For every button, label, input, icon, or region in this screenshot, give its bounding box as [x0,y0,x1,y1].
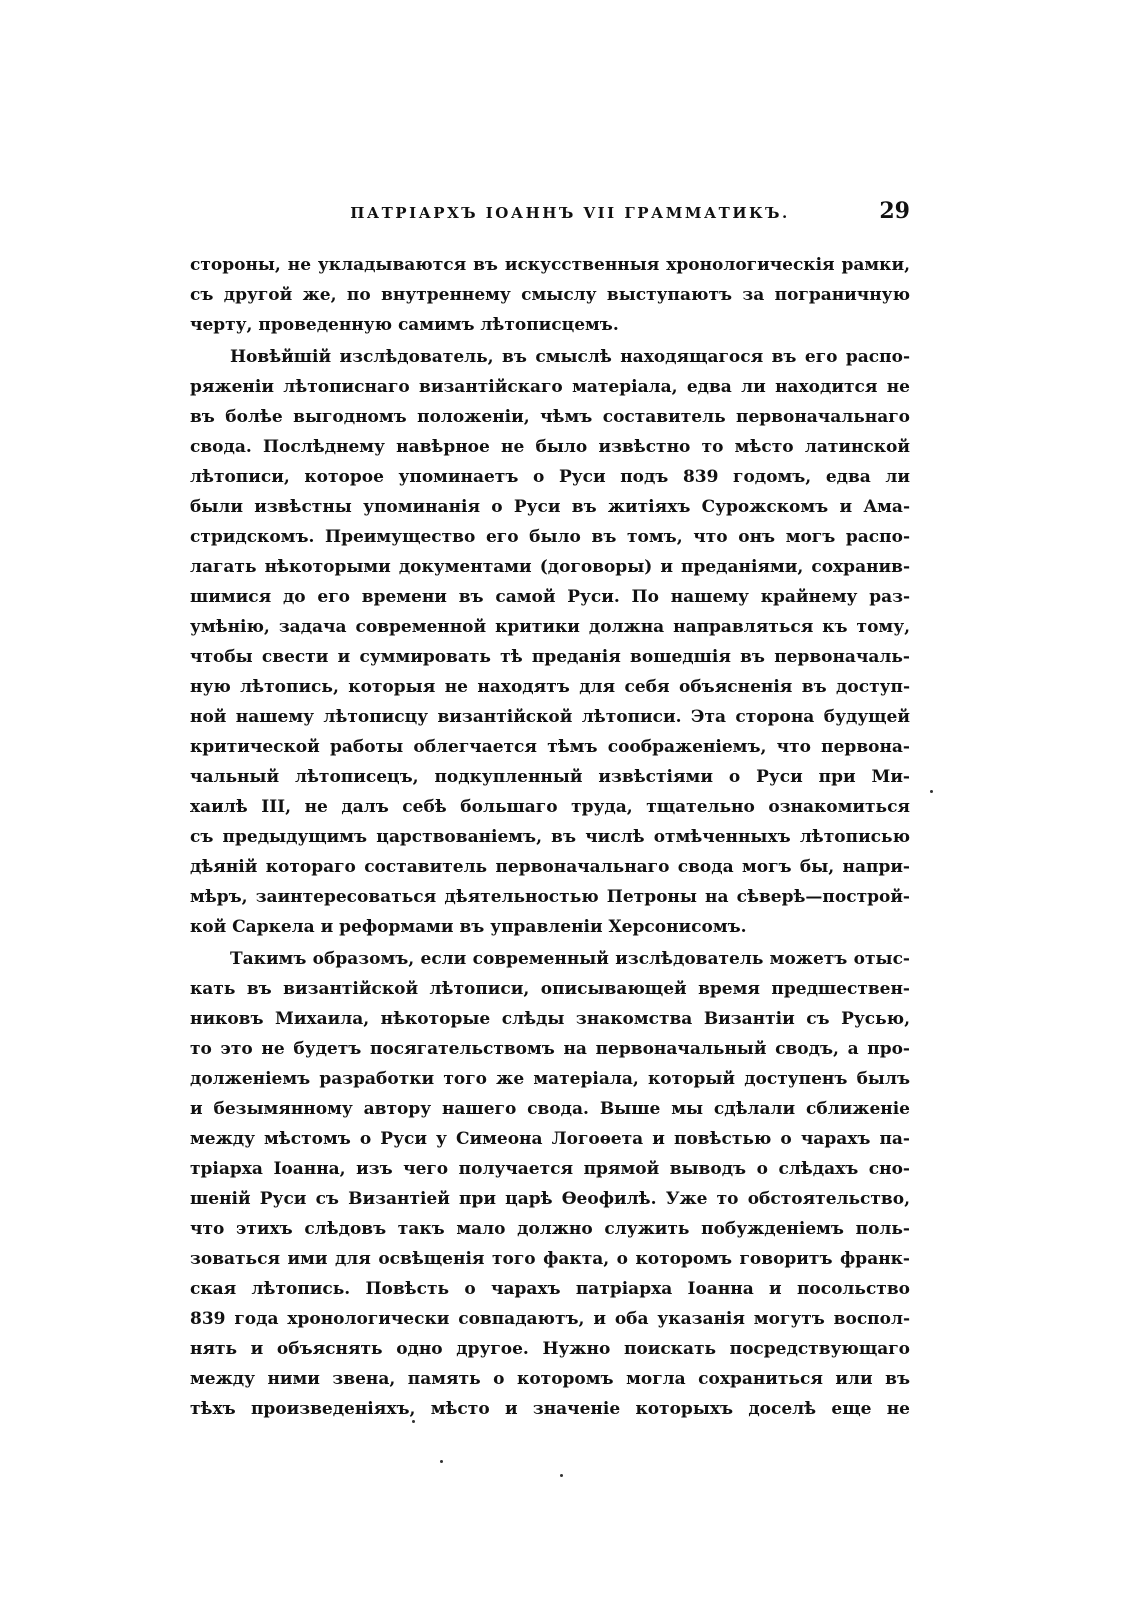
text-line: лѣтописи, которое упоминаетъ о Руси подъ 839 годомъ, едва ли [190,467,910,487]
text-line: свода. Послѣднему навѣрное не было извѣстно то мѣсто латинской [190,437,910,457]
text-line: тріарха Іоанна, изъ чего получается прямой выводъ о слѣдахъ сно- [190,1159,910,1179]
text-line: шеній Руси съ Византіей при царѣ Ѳеофилѣ. Уже то обстоятельство, [190,1189,910,1209]
text-line: ную лѣтопись, которыя не находятъ для себя объясненія въ доступ- [190,677,910,697]
text-line: никовъ Михаила, нѣкоторые слѣды знакомства Византіи съ Русью, [190,1009,910,1029]
text-line: лагать нѣкоторыми документами (договоры) и преданіями, сохранив- [190,557,910,577]
body-text [190,250,910,1424]
text-line: черту, проведенную самимъ лѣтописцемъ. [190,315,619,335]
text-line: кой Саркела и реформами въ управленіи Херсонисомъ. [190,917,747,937]
text-line: хаилѣ III, не далъ себѣ большаго труда, тщательно ознакомиться [190,797,910,817]
page-header [190,198,910,232]
paragraph-1 [190,250,910,340]
paragraph-2 [190,342,910,942]
scan-speck [440,1460,443,1463]
text-line: съ другой же, по внутреннему смыслу выступаютъ за пограничную [190,285,910,305]
text-line: съ предыдущимъ царствованіемъ, въ числѣ отмѣченныхъ лѣтописью [190,827,910,847]
text-line: стороны, не укладываются въ искусственныя хронологическія рамки, [190,255,910,275]
text-line: нять и объяснять одно другое. Нужно поискать посредствующаго [190,1339,910,1359]
text-line: ряженіи лѣтописнаго византійскаго матеріала, едва ли находится не [190,377,910,397]
text-line: что этихъ слѣдовъ такъ мало должно служить побужденіемъ поль- [190,1219,910,1239]
scan-speck [930,790,933,793]
text-line: то это не будетъ посягательствомъ на первоначальный сводъ, а про- [190,1039,910,1059]
text-line: Такимъ образомъ, если современный изслѣдователь можетъ отыс- [230,949,910,969]
text-line: ной нашему лѣтописцу византійской лѣтописи. Эта сторона будущей [190,707,910,727]
text-line: между ними звена, память о которомъ могла сохраниться или въ [190,1369,910,1389]
text-line: долженіемъ разработки того же матеріала, который доступенъ былъ [190,1069,910,1089]
text-line: дѣяній котораго составитель первоначальнаго свода могъ бы, напри- [190,857,910,877]
text-line: Новѣйшій изслѣдователь, въ смыслѣ находящагося въ его распо- [230,347,910,367]
text-line: въ болѣе выгодномъ положеніи, чѣмъ составитель первоначальнаго [190,407,910,427]
scan-speck [412,1420,415,1423]
text-line: стридскомъ. Преимущество его было въ томъ, что онъ могъ распо- [190,527,910,547]
text-line: умѣнію, задача современной критики должна направляться къ тому, [190,617,910,637]
text-line: были извѣстны упоминанія о Руси въ житіяхъ Сурожскомъ и Ама- [190,497,910,517]
scan-speck [560,1474,563,1477]
paragraph-3 [190,944,910,1424]
text-line: тѣхъ произведеніяхъ, мѣсто и значеніе которыхъ доселѣ еще не [190,1399,910,1419]
page-number: 29 [879,198,910,224]
text-line: чальный лѣтописецъ, подкупленный извѣстіями о Руси при Ми- [190,767,910,787]
text-line: кать въ византійской лѣтописи, описывающей время предшествен- [190,979,910,999]
text-line: чтобы свести и суммировать тѣ преданія вошедшія въ первоначаль- [190,647,910,667]
text-line: мѣръ, заинтересоваться дѣятельностью Петроны на сѣверѣ—построй- [190,887,910,907]
text-line: ская лѣтопись. Повѣсть о чарахъ патріарха Іоанна и посольство [190,1279,910,1299]
text-line: критической работы облегчается тѣмъ соображеніемъ, что первона- [190,737,910,757]
text-line: шимися до его времени въ самой Руси. По нашему крайнему раз- [190,587,910,607]
text-line: зоваться ими для освѣщенія того факта, о которомъ говоритъ франк- [190,1249,910,1269]
text-line: 839 года хронологически совпадаютъ, и оба указанія могутъ воспол- [190,1309,910,1329]
running-title: ПАТРІАРХЪ ІОАННЪ VII ГРАММАТИКЪ. [350,204,790,222]
text-line: и безымянному автору нашего свода. Выше мы сдѣлали сближеніе [190,1099,910,1119]
text-line: между мѣстомъ о Руси у Симеона Логоѳета и повѣстью о чарахъ па- [190,1129,910,1149]
